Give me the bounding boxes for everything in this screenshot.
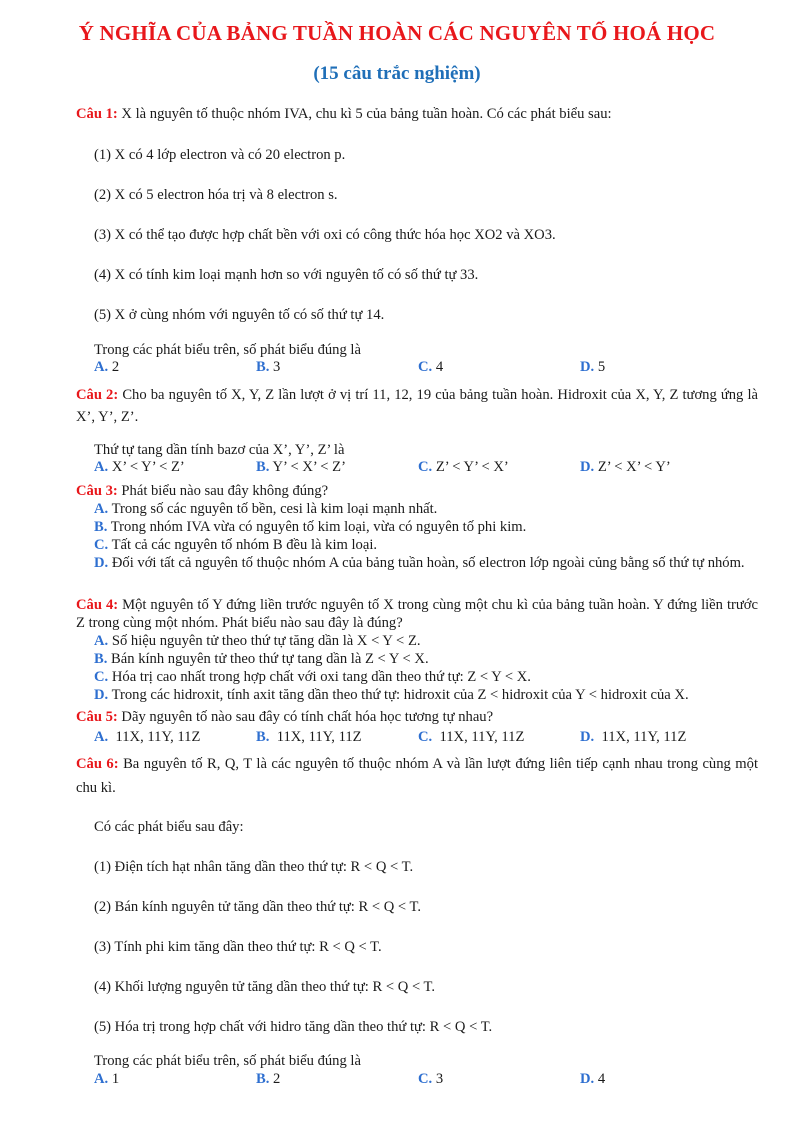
option-text: 2 xyxy=(111,359,120,375)
option-label: C. xyxy=(94,537,109,553)
option-c[interactable] xyxy=(418,358,443,376)
option-text: Số hiệu nguyên tử theo thứ tự tăng dần là X < Y < Z. xyxy=(111,633,421,649)
option-a[interactable] xyxy=(94,728,200,746)
option-b[interactable] xyxy=(94,518,758,536)
question-text: Phát biểu nào sau đây không đúng? xyxy=(121,483,329,499)
option-label: D. xyxy=(580,459,595,475)
option-text: Bán kính nguyên tử theo thứ tự tang dần là Z < Y < X. xyxy=(111,651,429,667)
question-label: Câu 3: xyxy=(76,483,118,499)
option-text: X’ < Y’ < Z’ xyxy=(111,459,185,475)
option-text: 11X, 11Y, 11Z xyxy=(115,729,201,745)
option-text: Y’ < X’ < Z’ xyxy=(272,459,346,475)
option-d[interactable] xyxy=(580,458,671,476)
option-label: C. xyxy=(418,729,433,745)
question-5 xyxy=(76,708,758,726)
option-label: C. xyxy=(94,669,109,685)
option-c[interactable] xyxy=(418,1070,443,1088)
question-label: Câu 6: xyxy=(76,756,119,772)
option-label: C. xyxy=(418,459,433,475)
option-label: A. xyxy=(94,459,109,475)
option-a[interactable] xyxy=(94,1070,119,1088)
option-b[interactable] xyxy=(256,728,362,746)
question-1 xyxy=(76,105,758,123)
option-c[interactable] xyxy=(94,536,758,554)
option-a[interactable] xyxy=(94,358,119,376)
options-row xyxy=(94,1070,758,1088)
statement: (4) Khối lượng nguyên tử tăng dần theo thứ tự: R < Q < T. xyxy=(94,979,436,995)
statement: (5) Hóa trị trong hợp chất với hidro tăng dần theo thứ tự: R < Q < T. xyxy=(94,1019,493,1035)
question-label: Câu 1: xyxy=(76,106,118,122)
option-label: D. xyxy=(580,359,595,375)
question-label: Câu 4: xyxy=(76,597,119,613)
option-text: Z’ < Y’ < X’ xyxy=(435,459,509,475)
option-text: Hóa trị cao nhất trong hợp chất với oxi tang dần theo thứ tự: Z < Y < X. xyxy=(111,669,531,685)
option-label: D. xyxy=(94,687,109,703)
option-c[interactable] xyxy=(418,458,509,476)
statements-intro: Có các phát biểu sau đây: xyxy=(94,819,244,835)
statement: (1) X có 4 lớp electron và có 20 electron p. xyxy=(94,147,346,163)
question-prompt: Trong các phát biểu trên, số phát biểu đúng là xyxy=(94,1053,361,1069)
option-text: 1 xyxy=(111,1071,120,1087)
option-text: 11X, 11Y, 11Z xyxy=(276,729,362,745)
option-label: B. xyxy=(256,1071,270,1087)
option-label: B. xyxy=(94,651,108,667)
options-row xyxy=(94,358,758,376)
option-d[interactable] xyxy=(580,728,686,746)
option-a[interactable] xyxy=(94,632,758,650)
option-text: 4 xyxy=(435,359,444,375)
options-row xyxy=(94,458,758,476)
option-text: Trong các hidroxit, tính axit tăng dần theo thứ tự: hidroxit của Z < hidroxit của Y < hidroxit của X. xyxy=(111,687,689,703)
option-text: Trong số các nguyên tố bền, cesi là kim loại mạnh nhất. xyxy=(111,501,438,517)
question-label: Câu 5: xyxy=(76,709,118,725)
option-d[interactable] xyxy=(580,1070,605,1088)
option-text: 5 xyxy=(597,359,606,375)
statement: (2) Bán kính nguyên tử tăng dần theo thứ tự: R < Q < T. xyxy=(94,899,422,915)
option-b[interactable] xyxy=(256,1070,280,1088)
page-subtitle: (15 câu trắc nghiệm) xyxy=(313,63,481,84)
statement: (3) Tính phi kim tăng dần theo thứ tự: R < Q < T. xyxy=(94,939,382,955)
question-2 xyxy=(76,384,758,428)
option-d[interactable] xyxy=(94,686,758,704)
option-label: B. xyxy=(256,729,270,745)
option-label: A. xyxy=(94,501,109,517)
question-text: Cho ba nguyên tố X, Y, Z lần lượt ở vị trí 11, 12, 19 của bảng tuần hoàn. Hidroxit của X, Y, Z tương ứng là X’, Y’, Z’. xyxy=(76,387,758,425)
option-label: D. xyxy=(580,729,595,745)
option-d[interactable] xyxy=(580,358,605,376)
option-b[interactable] xyxy=(256,358,280,376)
options-row xyxy=(94,728,758,746)
question-text: Dãy nguyên tố nào sau đây có tính chất hóa học tương tự nhau? xyxy=(121,709,494,725)
option-label: B. xyxy=(94,519,108,535)
option-text: Z’ < X’ < Y’ xyxy=(597,459,671,475)
option-text: Tất cả các nguyên tố nhóm B đều là kim loại. xyxy=(111,537,378,553)
option-label: D. xyxy=(94,555,109,571)
option-c[interactable] xyxy=(418,728,524,746)
option-text: 3 xyxy=(435,1071,444,1087)
question-prompt: Thứ tự tang dần tính bazơ của X’, Y’, Z’ là xyxy=(94,442,345,458)
question-6 xyxy=(76,752,758,800)
question-label: Câu 2: xyxy=(76,387,119,403)
option-label: A. xyxy=(94,359,109,375)
option-label: B. xyxy=(256,359,270,375)
option-text: 11X, 11Y, 11Z xyxy=(439,729,525,745)
option-label: C. xyxy=(418,359,433,375)
option-text: Trong nhóm IVA vừa có nguyên tố kim loại, vừa có nguyên tố phi kim. xyxy=(110,519,527,535)
option-a[interactable] xyxy=(94,458,185,476)
option-label: B. xyxy=(256,459,270,475)
statement: (1) Điện tích hạt nhân tăng dần theo thứ tự: R < Q < T. xyxy=(94,859,414,875)
option-label: A. xyxy=(94,729,109,745)
question-4 xyxy=(76,596,758,632)
option-text: 4 xyxy=(597,1071,606,1087)
question-text: X là nguyên tố thuộc nhóm IVA, chu kì 5 của bảng tuần hoàn. Có các phát biểu sau: xyxy=(121,106,612,122)
statement: (3) X có thể tạo được hợp chất bền với oxi có công thức hóa học XO2 và XO3. xyxy=(94,227,556,243)
option-text: 11X, 11Y, 11Z xyxy=(601,729,687,745)
question-text: Ba nguyên tố R, Q, T là các nguyên tố thuộc nhóm A và lần lượt đứng liên tiếp cạnh nhau trong cùng một chu kì. xyxy=(76,756,759,796)
option-label: C. xyxy=(418,1071,433,1087)
option-text: 3 xyxy=(273,359,281,375)
option-b[interactable] xyxy=(256,458,346,476)
option-label: A. xyxy=(94,633,109,649)
statement: (2) X có 5 electron hóa trị và 8 electron s. xyxy=(94,187,338,203)
question-3 xyxy=(76,482,758,500)
option-d[interactable] xyxy=(76,554,758,572)
statement: (4) X có tính kim loại mạnh hơn so với nguyên tố có số thứ tự 33. xyxy=(94,267,479,283)
question-text: Một nguyên tố Y đứng liền trước nguyên tố X trong cùng một chu kì của bảng tuần hoàn. Y đứng liền trước Z trong cùng một nhóm. Phát biểu nào sau đây là đúng? xyxy=(76,597,758,631)
option-a[interactable] xyxy=(94,500,758,518)
option-label: A. xyxy=(94,1071,109,1087)
option-label: D. xyxy=(580,1071,595,1087)
option-c[interactable] xyxy=(94,668,758,686)
option-text: Đối với tất cả nguyên tố thuộc nhóm A của bảng tuần hoàn, số electron lớp ngoài củng bằng số thứ tự nhóm. xyxy=(111,555,745,571)
option-b[interactable] xyxy=(94,650,758,668)
option-text: 2 xyxy=(273,1071,281,1087)
question-prompt: Trong các phát biểu trên, số phát biểu đúng là xyxy=(94,342,361,358)
statement: (5) X ở cùng nhóm với nguyên tố có số thứ tự 14. xyxy=(94,307,385,323)
page-title: Ý NGHĨA CỦA BẢNG TUẦN HOÀN CÁC NGUYÊN TỐ HOÁ HỌC xyxy=(78,21,716,45)
